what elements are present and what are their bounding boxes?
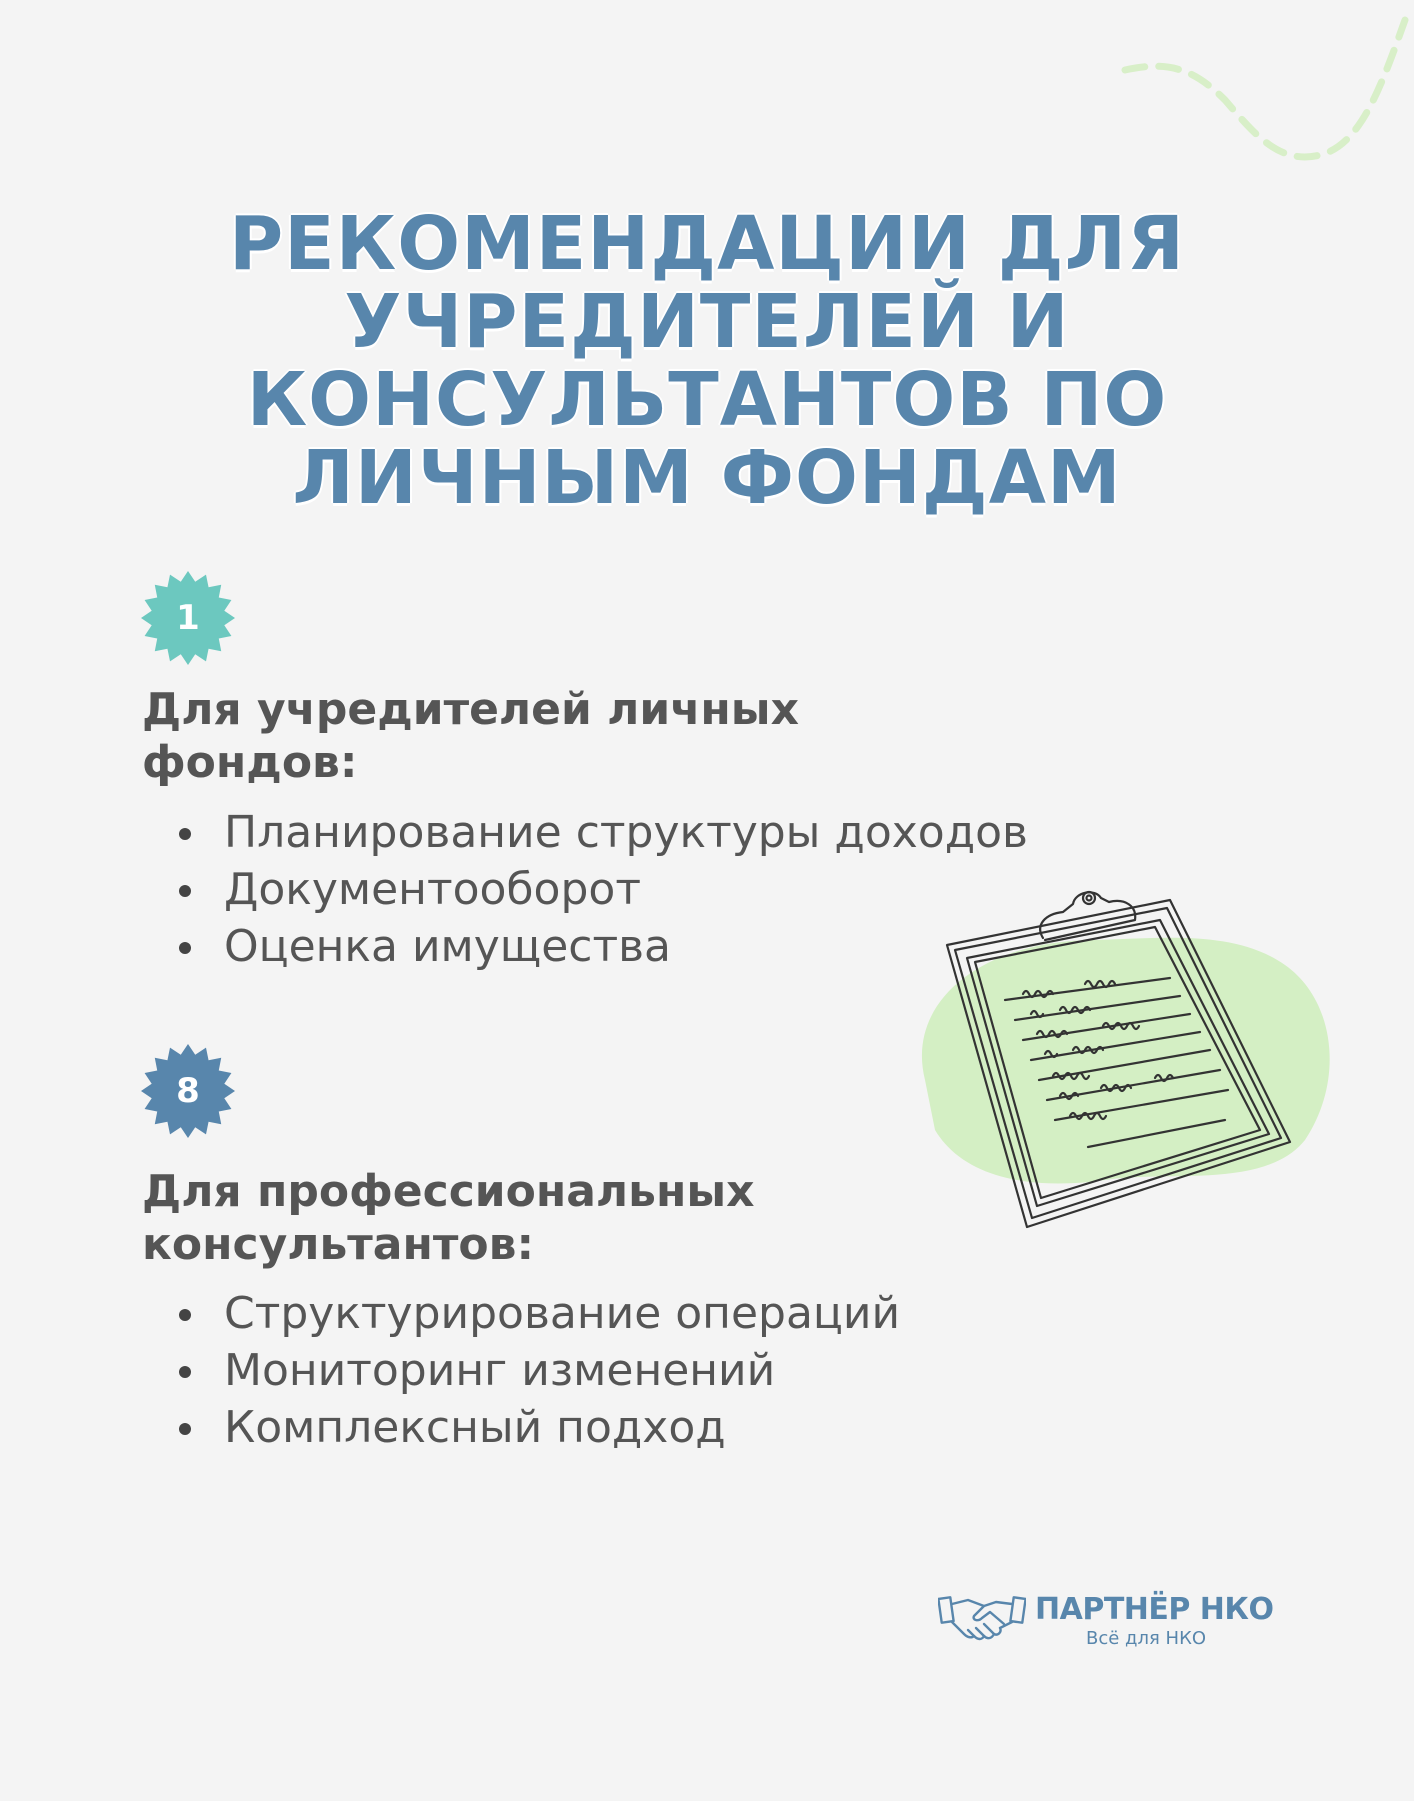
list-item: Структурирование операций bbox=[175, 1285, 900, 1342]
title-line-1: РЕКОМЕНДАЦИИ ДЛЯ bbox=[228, 201, 1186, 287]
section-badge-2 bbox=[140, 1043, 236, 1139]
section-badge-1 bbox=[140, 570, 236, 666]
section-heading-consultants bbox=[142, 1165, 942, 1271]
title-line-3: КОНСУЛЬТАНТОВ ПО bbox=[246, 357, 1168, 443]
brand-logo bbox=[938, 1590, 1274, 1650]
consultants-list bbox=[175, 1285, 900, 1456]
page-title bbox=[0, 201, 1414, 521]
badge-number: 1 bbox=[176, 598, 200, 638]
list-item: Оценка имущества bbox=[175, 918, 1028, 975]
list-item: Мониторинг изменений bbox=[175, 1342, 900, 1399]
heading-line: Для профессиональных bbox=[142, 1166, 755, 1217]
section-heading-founders bbox=[142, 683, 942, 789]
founders-list bbox=[175, 804, 1028, 975]
list-item: Комплексный подход bbox=[175, 1399, 900, 1456]
title-line-4: ЛИЧНЫМ ФОНДАМ bbox=[292, 435, 1122, 521]
list-item: Планирование структуры доходов bbox=[175, 804, 1028, 861]
dashed-squiggle-decoration bbox=[1115, 0, 1414, 170]
handshake-icon bbox=[938, 1592, 1026, 1648]
brand-tagline: Всё для НКО bbox=[1086, 1628, 1207, 1649]
brand-name: ПАРТНЁР НКО bbox=[1035, 1592, 1274, 1627]
heading-line: фондов: bbox=[142, 737, 358, 788]
heading-line: консультантов: bbox=[142, 1219, 535, 1270]
title-line-2: УЧРЕДИТЕЛЕЙ И bbox=[344, 279, 1070, 365]
heading-line: Для учредителей личных bbox=[142, 684, 799, 735]
badge-number: 8 bbox=[176, 1071, 200, 1111]
list-item: Документооборот bbox=[175, 861, 1028, 918]
clipboard-illustration bbox=[905, 880, 1335, 1240]
